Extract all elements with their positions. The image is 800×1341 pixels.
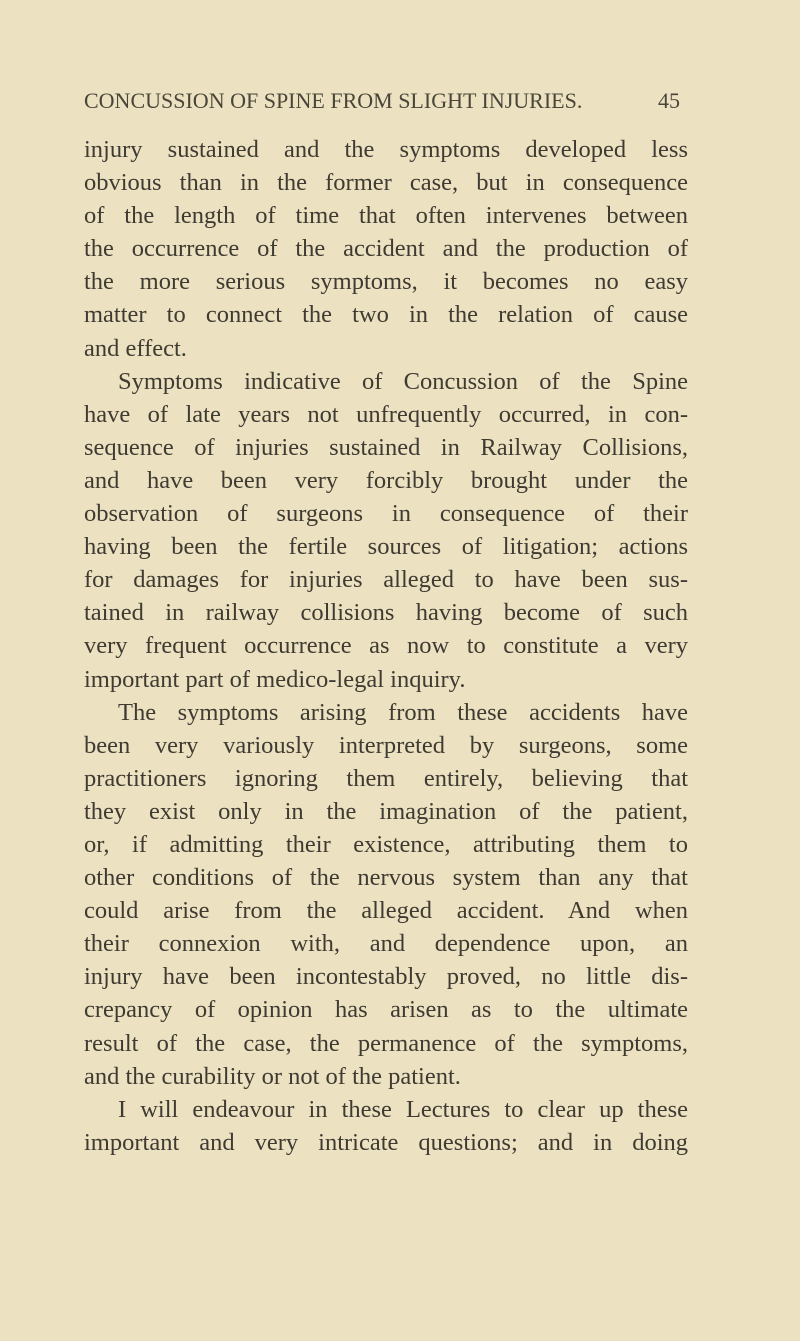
text-line: could arise from the alleged accident. And when xyxy=(84,897,688,925)
text-line: observation of surgeons in consequence of their xyxy=(84,500,688,528)
text-line: I will endeavour in these Lectures to clear up these xyxy=(118,1095,688,1123)
text-line: or, if admitting their existence, attributing them to xyxy=(84,830,688,858)
text-line: of the length of time that often intervenes between xyxy=(84,202,688,230)
text-line: important part of medico-legal inquiry. xyxy=(84,665,466,693)
text-line: very frequent occurrence as now to constitute a very xyxy=(84,632,688,660)
paragraph xyxy=(84,133,688,365)
text-line: injury sustained and the symptoms developed less xyxy=(84,136,688,163)
text-line: tained in railway collisions having become of such xyxy=(84,599,688,627)
text-line: crepancy of opinion has arisen as to the ultimate xyxy=(84,996,688,1024)
text-line: been very variously interpreted by surgeons, some xyxy=(84,731,688,759)
text-line: and the curability or not of the patient. xyxy=(84,1062,461,1090)
text-line: obvious than in the former case, but in consequence xyxy=(84,169,688,197)
text-line: sequence of injuries sustained in Railway Collisions, xyxy=(84,433,688,461)
text-line: have of late years not unfrequently occurred, in con- xyxy=(84,400,688,428)
text-line: their connexion with, and dependence upon, an xyxy=(84,930,688,958)
page-number: 45 xyxy=(658,88,680,113)
text-line: the more serious symptoms, it becomes no easy xyxy=(84,268,688,296)
text-line: injury have been incontestably proved, no little dis- xyxy=(84,963,688,991)
text-line: having been the fertile sources of litigation; actions xyxy=(84,533,688,561)
text-line: matter to connect the two in the relation of cause xyxy=(84,301,688,329)
text-line: and have been very forcibly brought under the xyxy=(84,466,688,494)
text-line: the occurrence of the accident and the production of xyxy=(84,235,688,263)
text-line: The symptoms arising from these accidents have xyxy=(118,698,688,726)
text-line: and effect. xyxy=(84,334,187,362)
text-line: Symptoms indicative of Concussion of the Spine xyxy=(118,367,688,395)
text-line: result of the case, the permanence of the symptoms, xyxy=(84,1029,688,1057)
paragraph xyxy=(84,1093,688,1159)
text-line: other conditions of the nervous system than any that xyxy=(84,864,688,892)
running-head xyxy=(84,88,680,114)
paragraph xyxy=(84,696,688,1093)
running-head-title: CONCUSSION OF SPINE FROM SLIGHT INJURIES. xyxy=(84,88,583,113)
body-text xyxy=(84,133,688,1159)
text-line: for damages for injuries alleged to have been sus- xyxy=(84,566,688,594)
paragraph xyxy=(84,365,688,696)
text-line: practitioners ignoring them entirely, believing that xyxy=(84,764,688,792)
text-line: important and very intricate questions; and in doing xyxy=(84,1128,688,1156)
text-line: they exist only in the imagination of the patient, xyxy=(84,797,688,825)
